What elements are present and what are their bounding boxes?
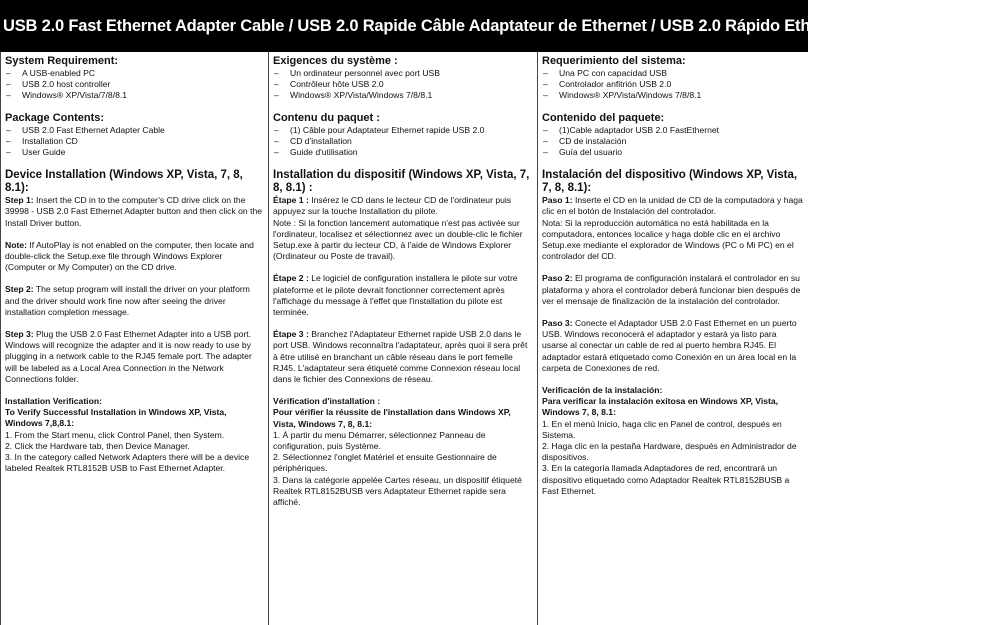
list-item: – User Guide — [5, 147, 264, 158]
verification-line: 1. À partir du menu Démarrer, sélectionnez Panneau de configuration, puis Système. — [273, 429, 486, 452]
verification-line: 2. Haga clic en la pestaña Hardware, después en Administrador de dispositivos. — [542, 441, 797, 463]
list-item: – CD de instalación — [542, 136, 804, 147]
package-heading: Contenido del paquete: — [542, 112, 665, 125]
verification-line: 1. From the Start menu, click Control Panel, then System. — [5, 429, 225, 440]
note-text: If AutoPlay is not enabled on the computer, then locate and double-click the Setup.exe file through Windows Explorer (Computer or My Computer) on the CD drive. — [5, 239, 254, 273]
step-2-text: Le logiciel de configuration installera le pilote sur votre plateforme et le pilote devrait fonctionner correctement après l'affichage du message à l'effet que l'installation du pilote est terminée. — [273, 273, 518, 318]
language-columns — [0, 52, 809, 625]
list-item: – Windows® XP/Vista/Windows 7/8/8.1 — [542, 90, 804, 101]
requirements-list — [273, 68, 533, 102]
autoplay-note — [5, 240, 264, 274]
step-2-label: Paso 2: — [542, 273, 573, 284]
step-3-text: Branchez l'Adaptateur Ethernet rapide USB 2.0 dans le port USB. Windows reconnaîtra l'adaptateur, après quoi il sera prêt à être utilisé en branchant un câble réseau dans le port femelle RJ45. L'adaptateur sera étiqueté comme Connexion réseau local dans le fichier des Connexions de réseau. — [273, 329, 528, 385]
step-3 — [273, 329, 533, 385]
autoplay-note — [542, 218, 804, 263]
list-item: – Guide d'utilisation — [273, 147, 533, 158]
package-heading: Contenu du paquet : — [273, 112, 380, 125]
column-french — [269, 52, 538, 625]
list-item: – Guía del usuario — [542, 147, 804, 158]
list-item: – Windows® XP/Vista/7/8/8.1 — [5, 90, 264, 101]
verification-heading: Installation Verification: — [5, 396, 102, 407]
list-item: – CD d'installation — [273, 136, 533, 147]
step-1-label: Paso 1: — [542, 195, 573, 206]
autoplay-note — [273, 218, 533, 263]
list-item: – Installation CD — [5, 136, 264, 147]
list-item: – Una PC con capacidad USB — [542, 68, 804, 79]
step-3 — [542, 318, 804, 374]
step-1 — [542, 195, 804, 217]
step-1-label: Step 1: — [5, 195, 34, 206]
step-2-label: Étape 2 : — [273, 273, 309, 284]
step-1-text: Insert the CD in to the computer’s CD drive click on the 39998 - USB 2.0 Fast Ethernet Adapter button and then click on the Install Driver button. — [5, 195, 263, 228]
requirements-list — [5, 68, 264, 102]
verification-line: 3. In the category called Network Adapters there will be a device labeled Realtek RTL8152B USB to Fast Ethernet Adapter. — [5, 452, 250, 474]
step-1-text: Inserte el CD en la unidad de CD de la computadora y haga clic en el botón de Instalación del controlador. — [542, 195, 803, 217]
requirements-heading: Requerimiento del sistema: — [542, 55, 686, 67]
package-list — [542, 125, 804, 159]
step-3-label: Step 3: — [5, 329, 34, 340]
title-banner: USB 2.0 Fast Ethernet Adapter Cable / USB 2.0 Rapide Câble Adaptateur de Ethernet / USB 2.0 Rápido Ethernet Cable Adaptador — [0, 0, 808, 52]
step-1-label: Étape 1 : — [273, 195, 309, 206]
installation-heading: Installation du dispositif (Windows XP, Vista, 7, 8, 8.1) : — [273, 169, 530, 195]
step-2-text: The setup program will install the driver on your platform and the driver should work fine now after seeing the driver installation completion message. — [5, 284, 250, 317]
column-spanish — [538, 52, 808, 625]
requirements-heading: Exigences du système : — [273, 55, 398, 67]
verification-line: 3. En la categoría llamada Adaptadores de red, encontrará un dispositivo etiquetado como Adaptador Realtek RTL8152BUSB a Fast Ethernet. — [542, 463, 790, 496]
list-item: – (1)Cable adaptador USB 2.0 FastEthernet — [542, 125, 804, 136]
list-item: – USB 2.0 Fast Ethernet Adapter Cable — [5, 125, 264, 136]
step-1 — [5, 195, 264, 229]
verification-heading: Verificación de la instalación: — [542, 385, 663, 396]
step-3-text: Conecte el Adaptador USB 2.0 Fast Ethernet en un puerto USB. Windows reconocerá el adaptador y estará ya listo para usarse al conectar un cable de red al puerto hembra RJ45. El adaptador estará etiquetado como Conexión en un área local en la carpeta de Conexiones de red. — [542, 318, 797, 373]
list-item: – Contrôleur hôte USB 2.0 — [273, 79, 533, 90]
step-3-label: Étape 3 : — [273, 329, 309, 340]
list-item: – Windows® XP/Vista/Windows 7/8/8.1 — [273, 90, 533, 101]
list-item: – Controlador anfitrión USB 2.0 — [542, 79, 804, 90]
step-2 — [542, 273, 804, 307]
step-2 — [273, 273, 533, 318]
verification-line: 1. En el menú Inicio, haga clic en Panel de control, después en Sistema. — [542, 418, 782, 440]
list-item: – USB 2.0 host controller — [5, 79, 264, 90]
package-heading: Package Contents: — [5, 112, 105, 125]
list-item: – (1) Câble pour Adaptateur Ethernet rapide USB 2.0 — [273, 125, 533, 136]
note-text: Nota: Si la reproducción automática no está habilitada en la computadora, entonces localice y haga doble clic en el archivo Setup.exe mediante el explorador de Windows (PC o Mi PC) en el controlador del CD. — [542, 217, 794, 262]
note-text: Note : Si la fonction lancement automatique n'est pas activée sur l'ordinateur, localisez et sélectionnez avec un double-clic le fichier Setup.exe à partir du lecteur CD, à l'aide de Windows Explorer (Ordinateur ou Poste de travail). — [273, 217, 523, 262]
step-2-label: Step 2: — [5, 284, 34, 295]
note-label: Note: — [5, 239, 27, 250]
list-item: – Un ordinateur personnel avec port USB — [273, 68, 533, 79]
verification-line: 3. Dans la catégorie appelée Cartes réseau, un dispositif étiqueté Realtek RTL8152BUSB vers Adaptateur Ethernet rapide sera affiché. — [273, 474, 522, 508]
step-2-text: El programa de configuración instalará el controlador en su plataforma y ahora el controlador deberá funcionar bien después de ver el mensaje de finalización de la instalación del controlador. — [542, 273, 801, 306]
package-list — [273, 125, 533, 159]
verification-subheading: Para verificar la instalación exitosa en Windows XP, Vista, Windows 7, 8, 8.1: — [542, 396, 779, 418]
package-list — [5, 125, 264, 159]
verification-heading: Vérification d'installation : — [273, 396, 381, 407]
installation-heading: Device Installation (Windows XP, Vista, 7, 8, 8.1): — [5, 169, 243, 195]
list-item: – A USB-enabled PC — [5, 68, 264, 79]
step-1 — [273, 195, 533, 217]
step-3-label: Paso 3: — [542, 318, 573, 329]
installation-heading: Instalación del dispositivo (Windows XP, Vista, 7, 8, 8.1): — [542, 169, 798, 195]
column-english — [1, 52, 269, 625]
requirements-heading: System Requirement: — [5, 55, 119, 67]
step-3 — [5, 329, 264, 385]
verification-line: 2. Sélectionnez l'onglet Matériel et ensuite Gestionnaire de périphériques. — [273, 452, 497, 474]
step-1-text: Insérez le CD dans le lecteur CD de l'ordinateur puis appuyez sur la touche Installation du pilote. — [273, 195, 512, 217]
requirements-list — [542, 68, 804, 102]
verification-subheading: To Verify Successful Installation in Windows XP, Vista, Windows 7,8,8.1: — [5, 407, 227, 429]
step-3-text: Plug the USB 2.0 Fast Ethernet Adapter into a USB port. Windows will recognize the adapter and it is now ready to use by plugging in a network cable to the RJ45 female port. The adapter will be labeled as a Local Area Connection in the Network Connections folder. — [5, 329, 252, 384]
verification-line: 2. Click the Hardware tab, then Device Manager. — [5, 440, 190, 451]
step-2 — [5, 284, 264, 318]
verification-subheading: Pour vérifier la réussite de l'installation dans Windows XP, Vista, Windows 7, 8, 8.1: — [273, 407, 511, 429]
